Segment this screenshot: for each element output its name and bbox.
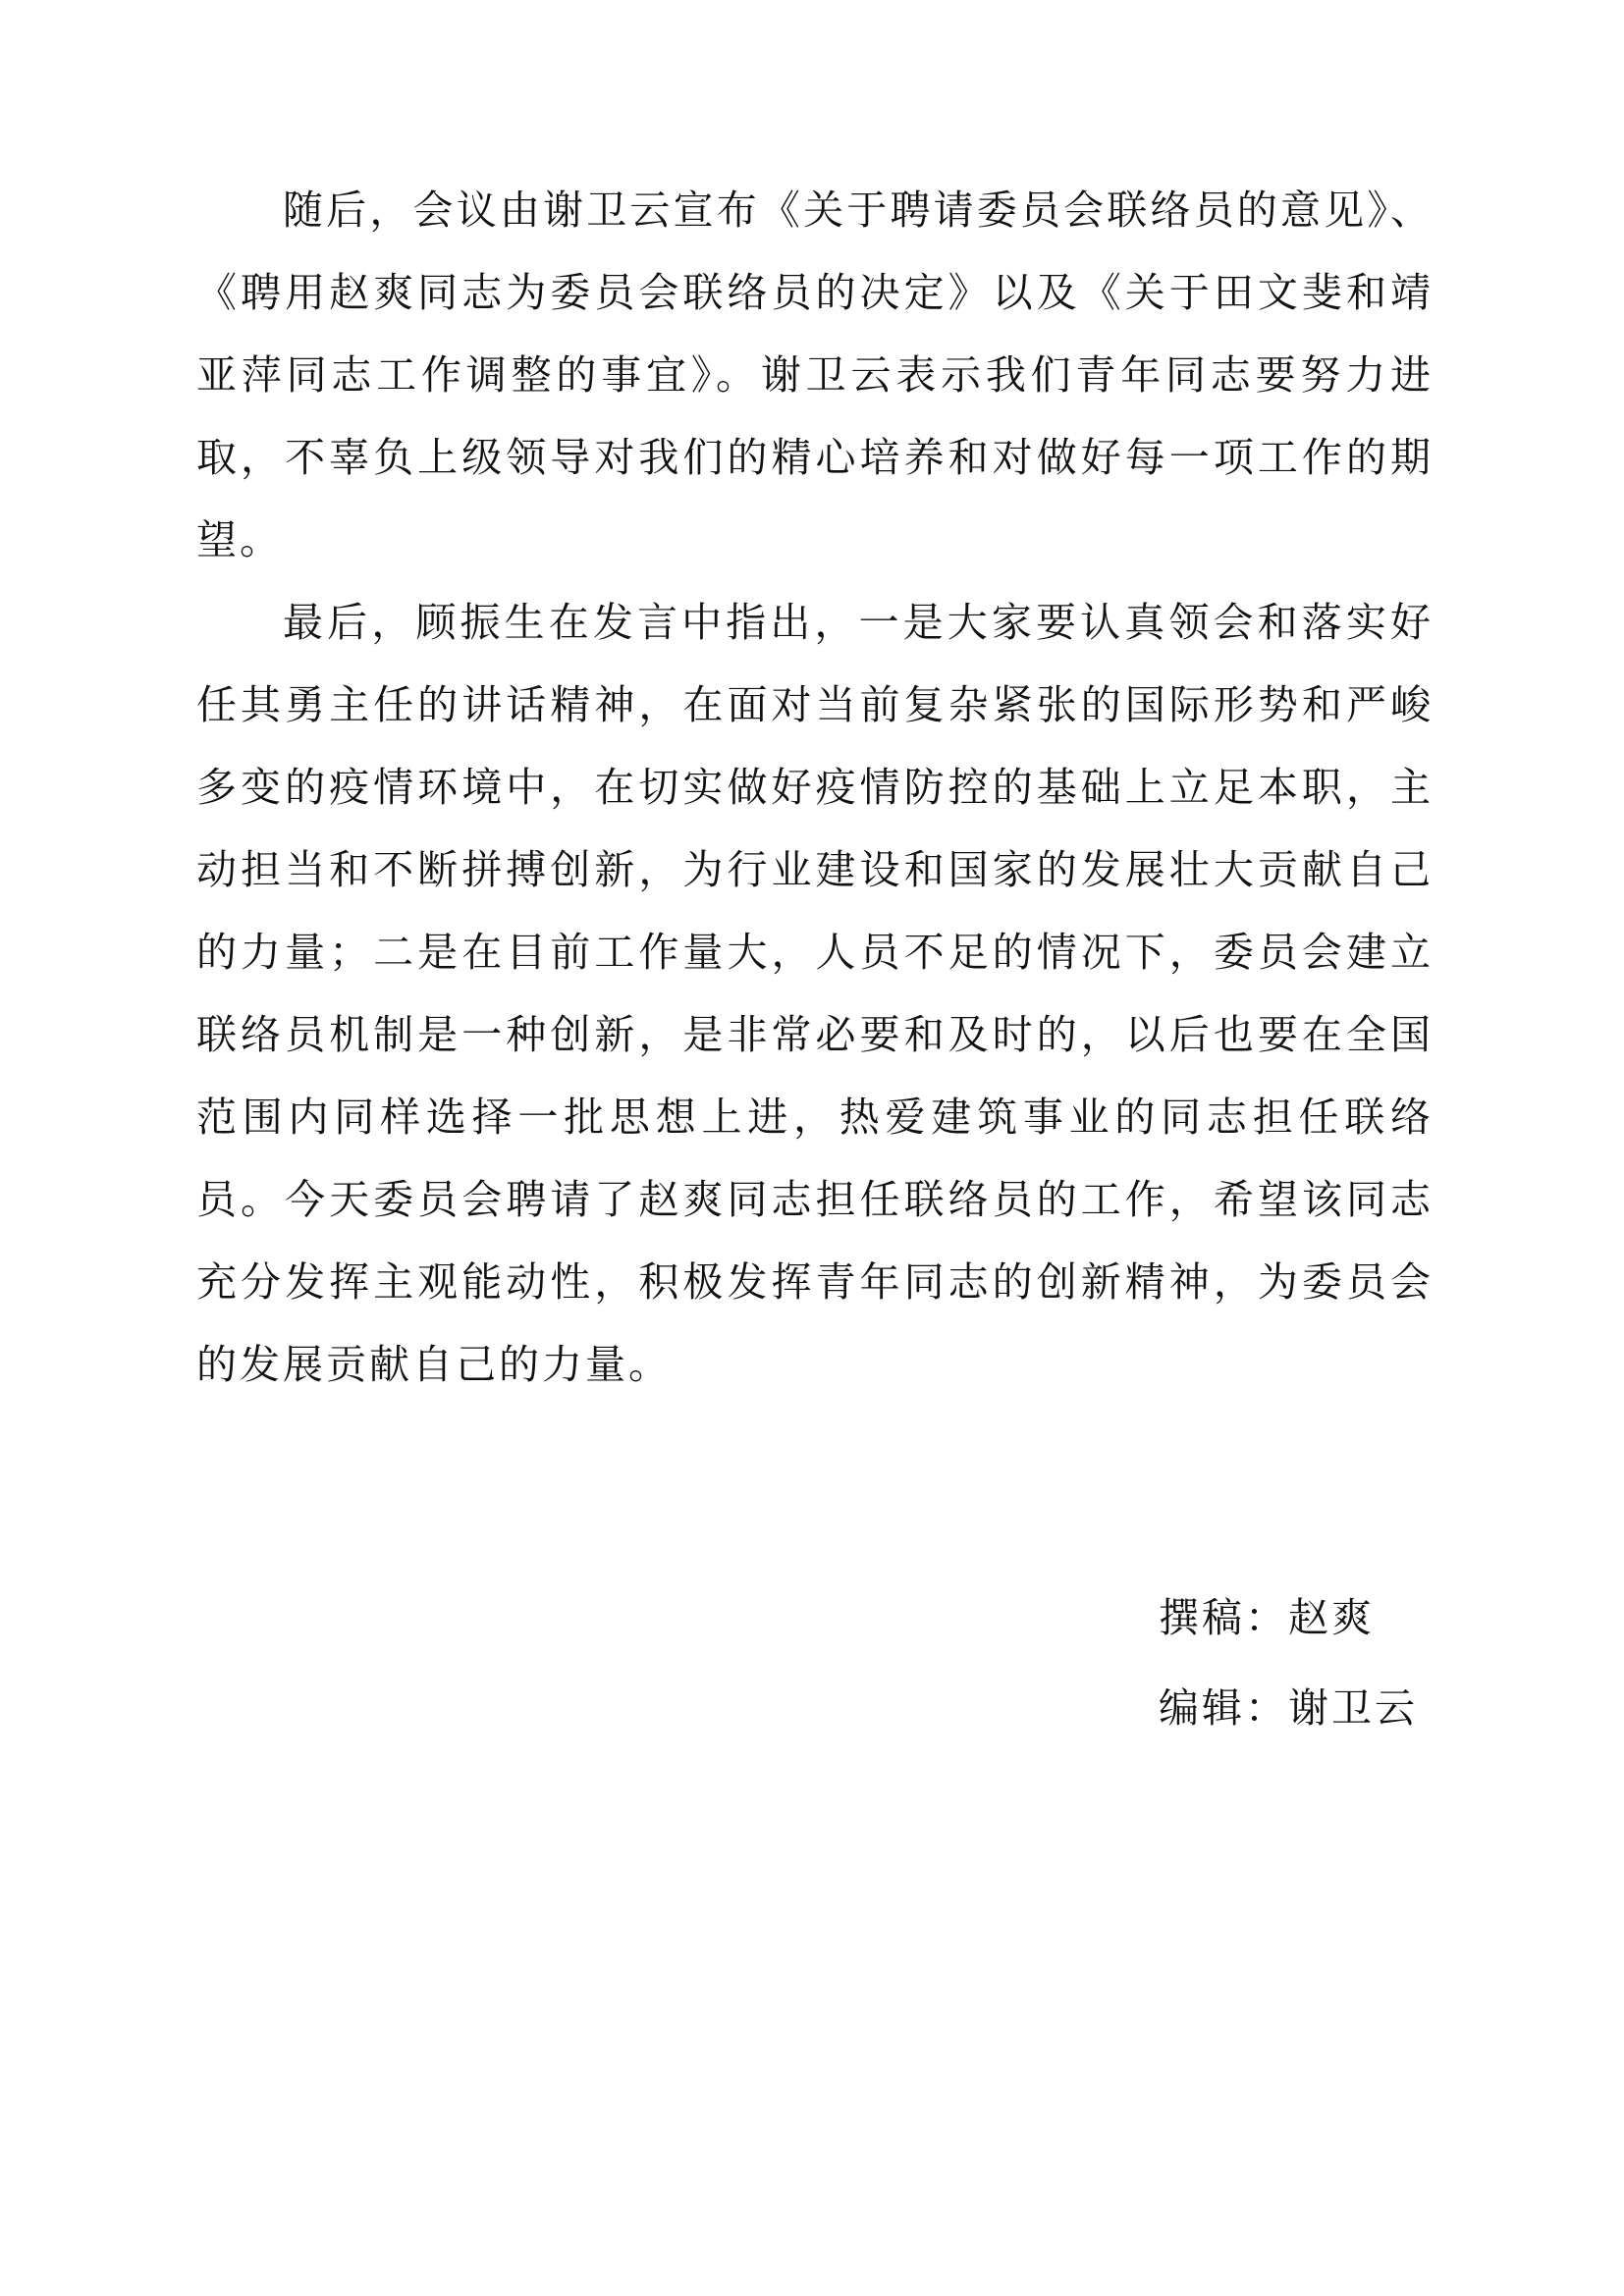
paragraph-closing-remarks: 最后，顾振生在发言中指出，一是大家要认真领会和落实好任其勇主任的讲话精神，在面对当前复杂紧张的国际形势和严峻多变的疫情环境中，在切实做好疫情防控的基础上立足本职，主动担当和不断拼搏创新，为行业建设和国家的发展壮大贡献自己的力量；二是在目前工作量大，人员不足的情况下，委员会建立联络员机制是一种创新，是非常必要和及时的，以后也要在全国范围内同样选择一批思想上进，热爱建筑事业的同志担任联络员。今天委员会聘请了赵爽同志担任联络员的工作，希望该同志充分发挥主观能动性，积极发挥青年同志的创新精神，为委员会的发展贡献自己的力量。 bbox=[196, 599, 1434, 1388]
signature-author: 撰稿：赵爽 bbox=[1159, 1594, 1375, 1641]
signature-editor: 编辑：谢卫云 bbox=[1159, 1684, 1418, 1732]
document-body bbox=[196, 169, 1434, 1406]
paragraph-announcement: 随后，会议由谢卫云宣布《关于聘请委员会联络员的意见》、《聘用赵爽同志为委员会联络员的决定》以及《关于田文斐和靖亚萍同志工作调整的事宜》。谢卫云表示我们青年同志要努力进取，不辜负上级领导对我们的精心培养和对做好每一项工作的期望。 bbox=[196, 187, 1434, 563]
